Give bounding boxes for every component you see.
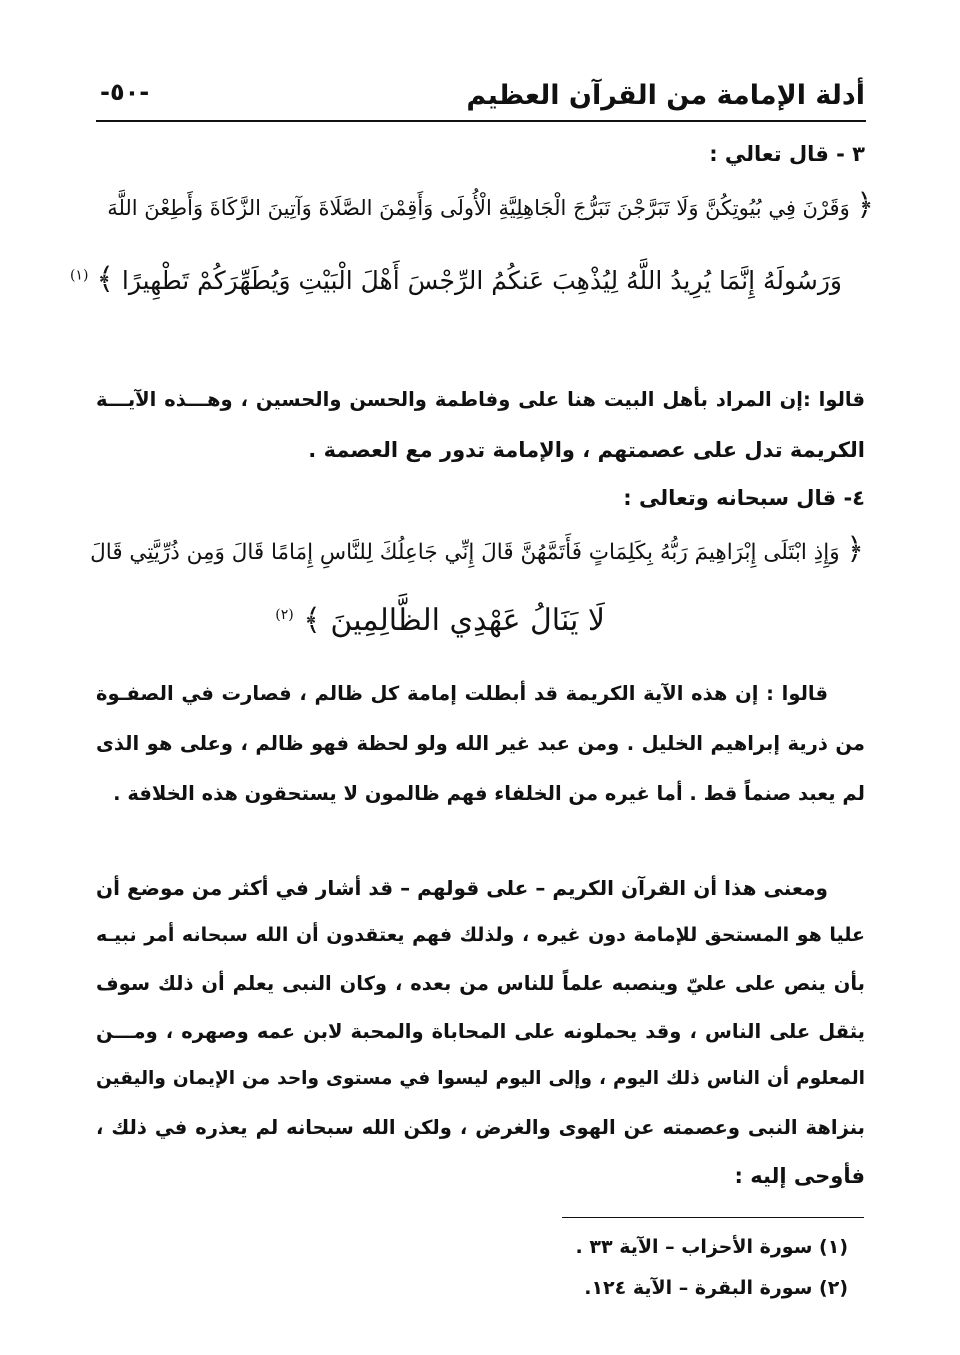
footnote-2: (٢) سورة البقرة – الآية ١٢٤. <box>584 1277 848 1299</box>
paragraph-3-line-3: بأن ينص على عليّ وينصبه علماً للناس من بعده ، وكان النبى يعلم أن ذلك سوف <box>96 972 865 995</box>
paragraph-3-line-6: بنزاهة النبى وعصمته عن الهوى والغرض ، ولكن الله سبحانه لم يعذره في ذلك ، <box>96 1116 865 1139</box>
verse-2-text-2: لَا يَنَالُ عَهْدِي الظَّالِمِينَ <box>330 603 605 638</box>
paragraph-3-line-2: عليا هو المستحق للإمامة دون غيره ، ولذلك فهم يعتقدون أن الله سبحانه أمر نبيـه <box>96 924 865 946</box>
paragraph-2-line-2: من ذرية إبراهيم الخليل . ومن عبد غير الله ولو لحظة فهو ظالم ، وعلى هو الذى <box>96 732 865 755</box>
paragraph-3-line-1: ومعنى هذا أن القرآن الكريم – على قولهم – قد أشار في أكثر من موضع أن <box>96 876 828 900</box>
page-number: -٥٠- <box>100 78 150 106</box>
verse-1-line-2 <box>70 262 842 297</box>
footnote-ref-2: (٢) <box>275 607 294 623</box>
verse-open-bracket: ﴿ <box>856 188 874 223</box>
paragraph-1-line-1: قالوا :إن المراد بأهل البيت هنا على وفاطمة والحسن والحسين ، وهـــذه الآيـــة <box>96 388 865 411</box>
verse-1-line-1 <box>107 188 874 223</box>
section-4-heading: ٤- قال سبحانه وتعالى : <box>623 486 865 510</box>
verse-2-text-1: وَإِذِ ابْتَلَى إِبْرَاهِيمَ رَبُّهُ بِكَلِمَاتٍ فَأَتَمَّهُنَّ قَالَ إِنِّي جَاعِلُكَ لِلنَّاسِ إِمَامًا قَالَ وَمِن ذُرِّيَّتِي قَالَ <box>90 540 840 565</box>
paragraph-2-line-1: قالوا : إن هذه الآية الكريمة قد أبطلت إمامة كل ظالم ، فصارت في الصفـوة <box>96 682 828 705</box>
paragraph-2-line-3: لم يعبد صنماً قط . أما غيره من الخلفاء فهم ظالمون لا يستحقون هذه الخلافة . <box>113 782 865 805</box>
header-divider <box>96 120 866 122</box>
footnote-1: (١) سورة الأحزاب – الآية ٣٣ . <box>575 1236 848 1258</box>
paragraph-1-line-2: الكريمة تدل على عصمتهم ، والإمامة تدور مع العصمة . <box>308 438 865 462</box>
verse-close-bracket: ﴾ <box>96 262 114 297</box>
footnote-ref-1: (١) <box>69 267 89 284</box>
verse-close-bracket: ﴾ <box>303 603 321 638</box>
paragraph-3-line-5: المعلوم أن الناس ذلك اليوم ، وإلى اليوم ليسوا في مستوى واحد من الإيمان واليقين <box>96 1068 865 1089</box>
verse-1-text-2: وَرَسُولَهُ إِنَّمَا يُرِيدُ اللَّهُ لِيُذْهِبَ عَنكُمُ الرِّجْسَ أَهْلَ الْبَيْتِ وَيُطَهِّرَكُمْ تَطْهِيرًا <box>121 266 842 295</box>
verse-2-line-2 <box>275 603 605 638</box>
section-3-heading: ٣ - قال تعالي : <box>709 142 865 166</box>
page-title: أدلة الإمامة من القرآن العظيم <box>466 80 865 111</box>
paragraph-3-line-4: يثقل على الناس ، وقد يحملونه على المحاباة والمحبة لابن عمه وصهره ، ومـــن <box>96 1020 865 1043</box>
verse-2-line-1 <box>90 532 864 567</box>
verse-open-bracket: ﴿ <box>846 532 864 567</box>
footnote-divider <box>562 1217 864 1218</box>
paragraph-3-line-7: فأوحى إليه : <box>734 1164 865 1188</box>
verse-1-text-1: وَقَرْنَ فِي بُيُوتِكُنَّ وَلَا تَبَرَّجْنَ تَبَرُّجَ الْجَاهِلِيَّةِ الْأُولَى وَأَقِمْنَ الصَّلَاةَ وَآتِينَ الزَّكَاةَ وَأَطِعْنَ اللَّهَ <box>107 196 850 220</box>
